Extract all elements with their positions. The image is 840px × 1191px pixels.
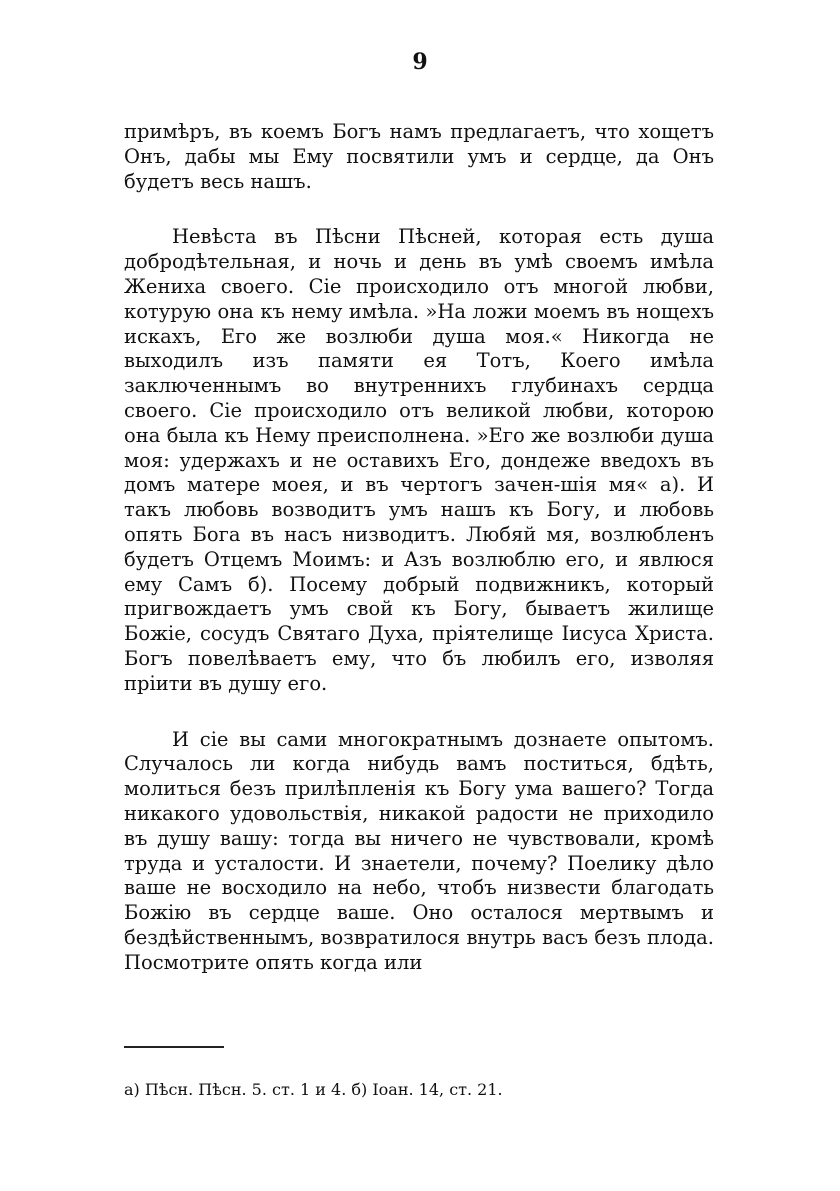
paragraph-experience: И сіе вы сами многократнымъ дознаете опытомъ. Случалось ли когда нибудь вамъ поститься, бдѣть, молиться безъ прилѣпленія къ Богу ума вашего? Тогда никакого удовольствія, никакой радости не приходило въ душу вашу: тогда вы ничего не чувствовали, кромѣ труда и усталости. И знаетели, почему? Поелику дѣло ваше не восходило на небо, чтобъ низвести благодать Божію въ сердце ваше. Оно осталося мертвымъ и бездѣйственнымъ, возвратилося внутрь васъ безъ плода. Посмотрите опять когда или <box>124 727 714 974</box>
body-text <box>124 120 714 976</box>
paragraph-continuation: примѣръ, въ коемъ Богъ намъ предлагаетъ, что хощетъ Онъ, дабы мы Ему посвятили умъ и сердце, да Онъ будетъ весь нашъ. <box>124 120 714 193</box>
paragraph-bride-song-of-songs: Невѣста въ Пѣсни Пѣсней, которая есть душа добродѣтельная, и ночь и день въ умѣ своемъ имѣла Жениха своего. Сіе происходило отъ многой любви, котурую она къ нему имѣла. »На ложи моемъ въ нощехъ искахъ, Его же возлюби душа моя.« Никогда не выходилъ изъ памяти ея Тотъ, Коего имѣла заключеннымъ во внутреннихъ глубинахъ сердца своего. Сіе происходило отъ великой любви, которою она была къ Нему преисполнена. »Его же возлюби душа моя: удержахъ и не оставихъ Его, дондеже введохъ въ домъ матере моея, и въ чертогъ зачен-шія мя« а). И такъ любовь возводитъ умъ нашъ къ Богу, и любовь опять Бога въ насъ низводитъ. Любяй мя, возлюбленъ будетъ Отцемъ Моимъ: и Азъ возлюблю его, и явлюся ему Самъ б). Посему добрый подвижникъ, который пригвождаетъ умъ свой къ Богу, бываетъ жилище Божіе, сосудъ Святаго Духа, пріятелище Іисуса Христа. Богъ повелѣваетъ ему, что бъ любилъ его, изволяя пріити въ душу его. <box>124 225 714 695</box>
page-number: 9 <box>412 49 428 75</box>
footnote-divider <box>124 1046 224 1048</box>
footnote: а) Пѣсн. Пѣсн. 5. ст. 1 и 4. б) Іоан. 14, ст. 21. <box>124 1080 503 1099</box>
